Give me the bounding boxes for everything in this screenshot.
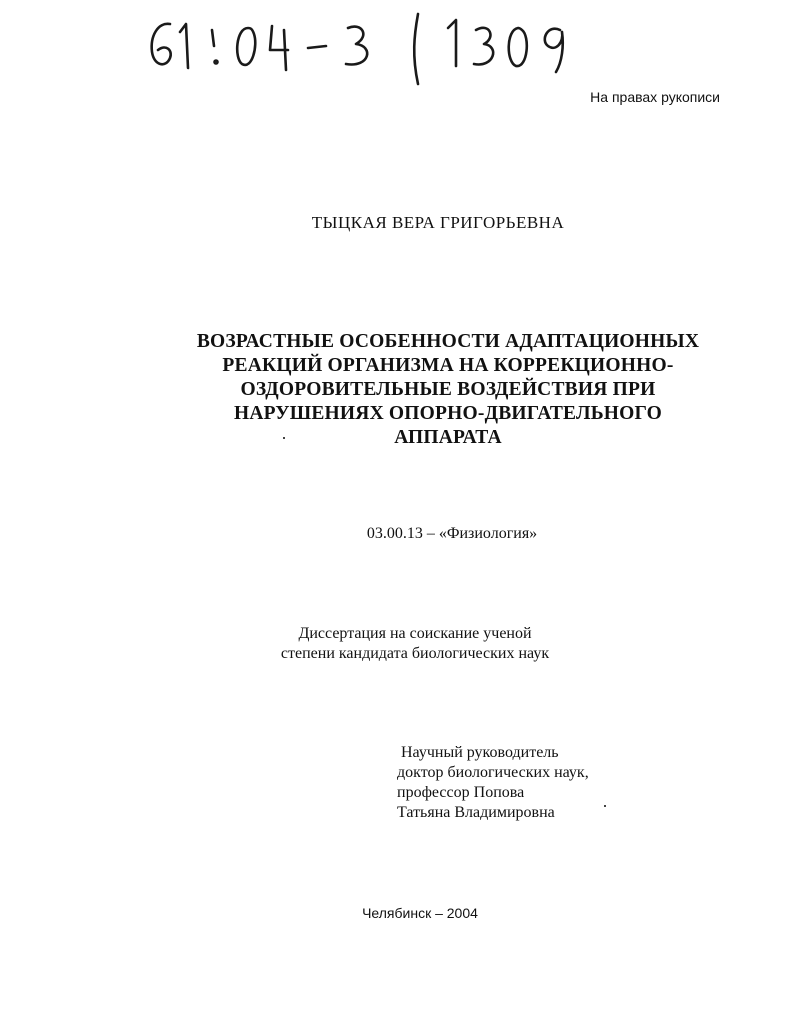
rights-note: На правах рукописи: [590, 89, 720, 105]
title-line: НАРУШЕНИЯХ ОПОРНО-ДВИГАТЕЛЬНОГО: [233, 403, 663, 424]
title-line: РЕАКЦИЙ ОРГАНИЗМА НА КОРРЕКЦИОННО-: [222, 355, 674, 376]
dissertation-title: [150, 330, 746, 450]
handwritten-archive-code-drawing: [130, 6, 600, 86]
handwritten-archive-code: [130, 6, 600, 86]
title-line: ОЗДОРОВИТЕЛЬНЫЕ ВОЗДЕЙСТВИЯ ПРИ: [240, 379, 656, 400]
specialty-code: 03.00.13 – «Физиология»: [366, 525, 538, 542]
author-name: ТЫЦКАЯ ВЕРА ГРИГОРЬЕВНА: [311, 213, 565, 232]
title-line: АППАРАТА: [394, 427, 502, 448]
degree-line: степени кандидата биологических наук: [280, 645, 550, 662]
degree-statement: [200, 624, 630, 664]
city-year: Челябинск – 2004: [362, 905, 478, 921]
supervisor-line: доктор биологических наук,: [397, 764, 589, 781]
degree-line: Диссертация на соискание ученой: [298, 625, 532, 642]
supervisor-line: Научный руководитель: [401, 744, 559, 761]
supervisor-block: [397, 743, 737, 823]
supervisor-line: Татьяна Владимировна: [397, 804, 555, 821]
title-line: ВОЗРАСТНЫЕ ОСОБЕННОСТИ АДАПТАЦИОННЫХ: [196, 331, 700, 352]
scan-speck: [604, 805, 606, 807]
supervisor-line: профессор Попова: [397, 784, 525, 801]
scan-speck: [283, 437, 285, 439]
